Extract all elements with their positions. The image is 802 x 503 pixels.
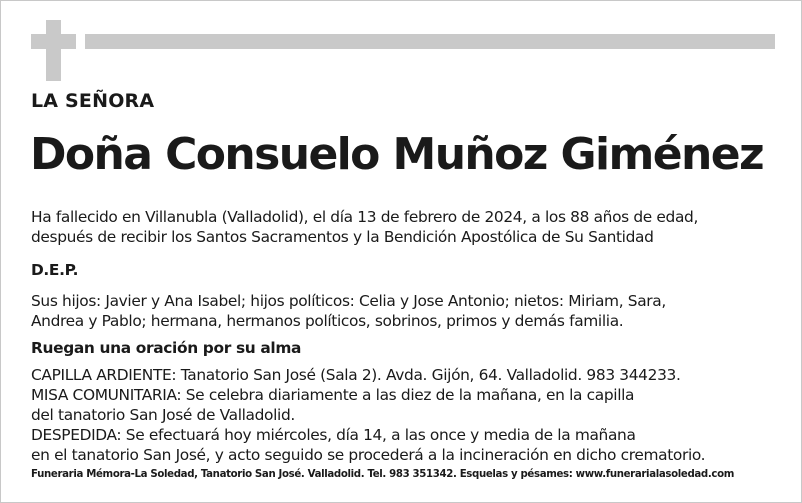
prayer-request: Ruegan una oración por su alma bbox=[31, 339, 302, 357]
cross-icon-vertical bbox=[46, 20, 61, 81]
details-line: DESPEDIDA: Se efectuará hoy miércoles, día 14, a las once y media de la mañana bbox=[31, 426, 636, 444]
family-paragraph bbox=[31, 291, 666, 331]
details-line: del tanatorio San José de Valladolid. bbox=[31, 406, 295, 424]
announcement-paragraph bbox=[31, 207, 698, 247]
announcement-line: Ha fallecido en Villanubla (Valladolid), el día 13 de febrero de 2024, a los 88 años de edad, bbox=[31, 208, 699, 226]
details-paragraph bbox=[31, 365, 705, 465]
funeral-home-footer: Funeraria Mémora-La Soledad, Tanatorio San José. Valladolid. Tel. 983 351342. Esquelas y pésames: www.funerarialasoledad.com bbox=[31, 469, 734, 480]
dep-label: D.E.P. bbox=[31, 261, 79, 279]
honorific-title: LA SEÑORA bbox=[31, 90, 155, 112]
family-line: Sus hijos: Javier y Ana Isabel; hijos políticos: Celia y Jose Antonio; nietos: Miriam, Sara, bbox=[31, 292, 666, 310]
header-rule bbox=[85, 34, 775, 49]
family-line: Andrea y Pablo; hermana, hermanos políticos, sobrinos, primos y demás familia. bbox=[31, 312, 624, 330]
details-line: MISA COMUNITARIA: Se celebra diariamente a las diez de la mañana, en la capilla bbox=[31, 386, 635, 404]
details-line: en el tanatorio San José, y acto seguido se procederá a la incineración en dicho crematorio. bbox=[31, 446, 706, 464]
details-line: CAPILLA ARDIENTE: Tanatorio San José (Sala 2). Avda. Gijón, 64. Valladolid. 983 344233. bbox=[31, 366, 681, 384]
announcement-line: después de recibir los Santos Sacramentos y la Bendición Apostólica de Su Santidad bbox=[31, 228, 654, 246]
cross-icon-horizontal bbox=[31, 34, 76, 49]
deceased-name: Doña Consuelo Muñoz Giménez bbox=[30, 129, 763, 180]
